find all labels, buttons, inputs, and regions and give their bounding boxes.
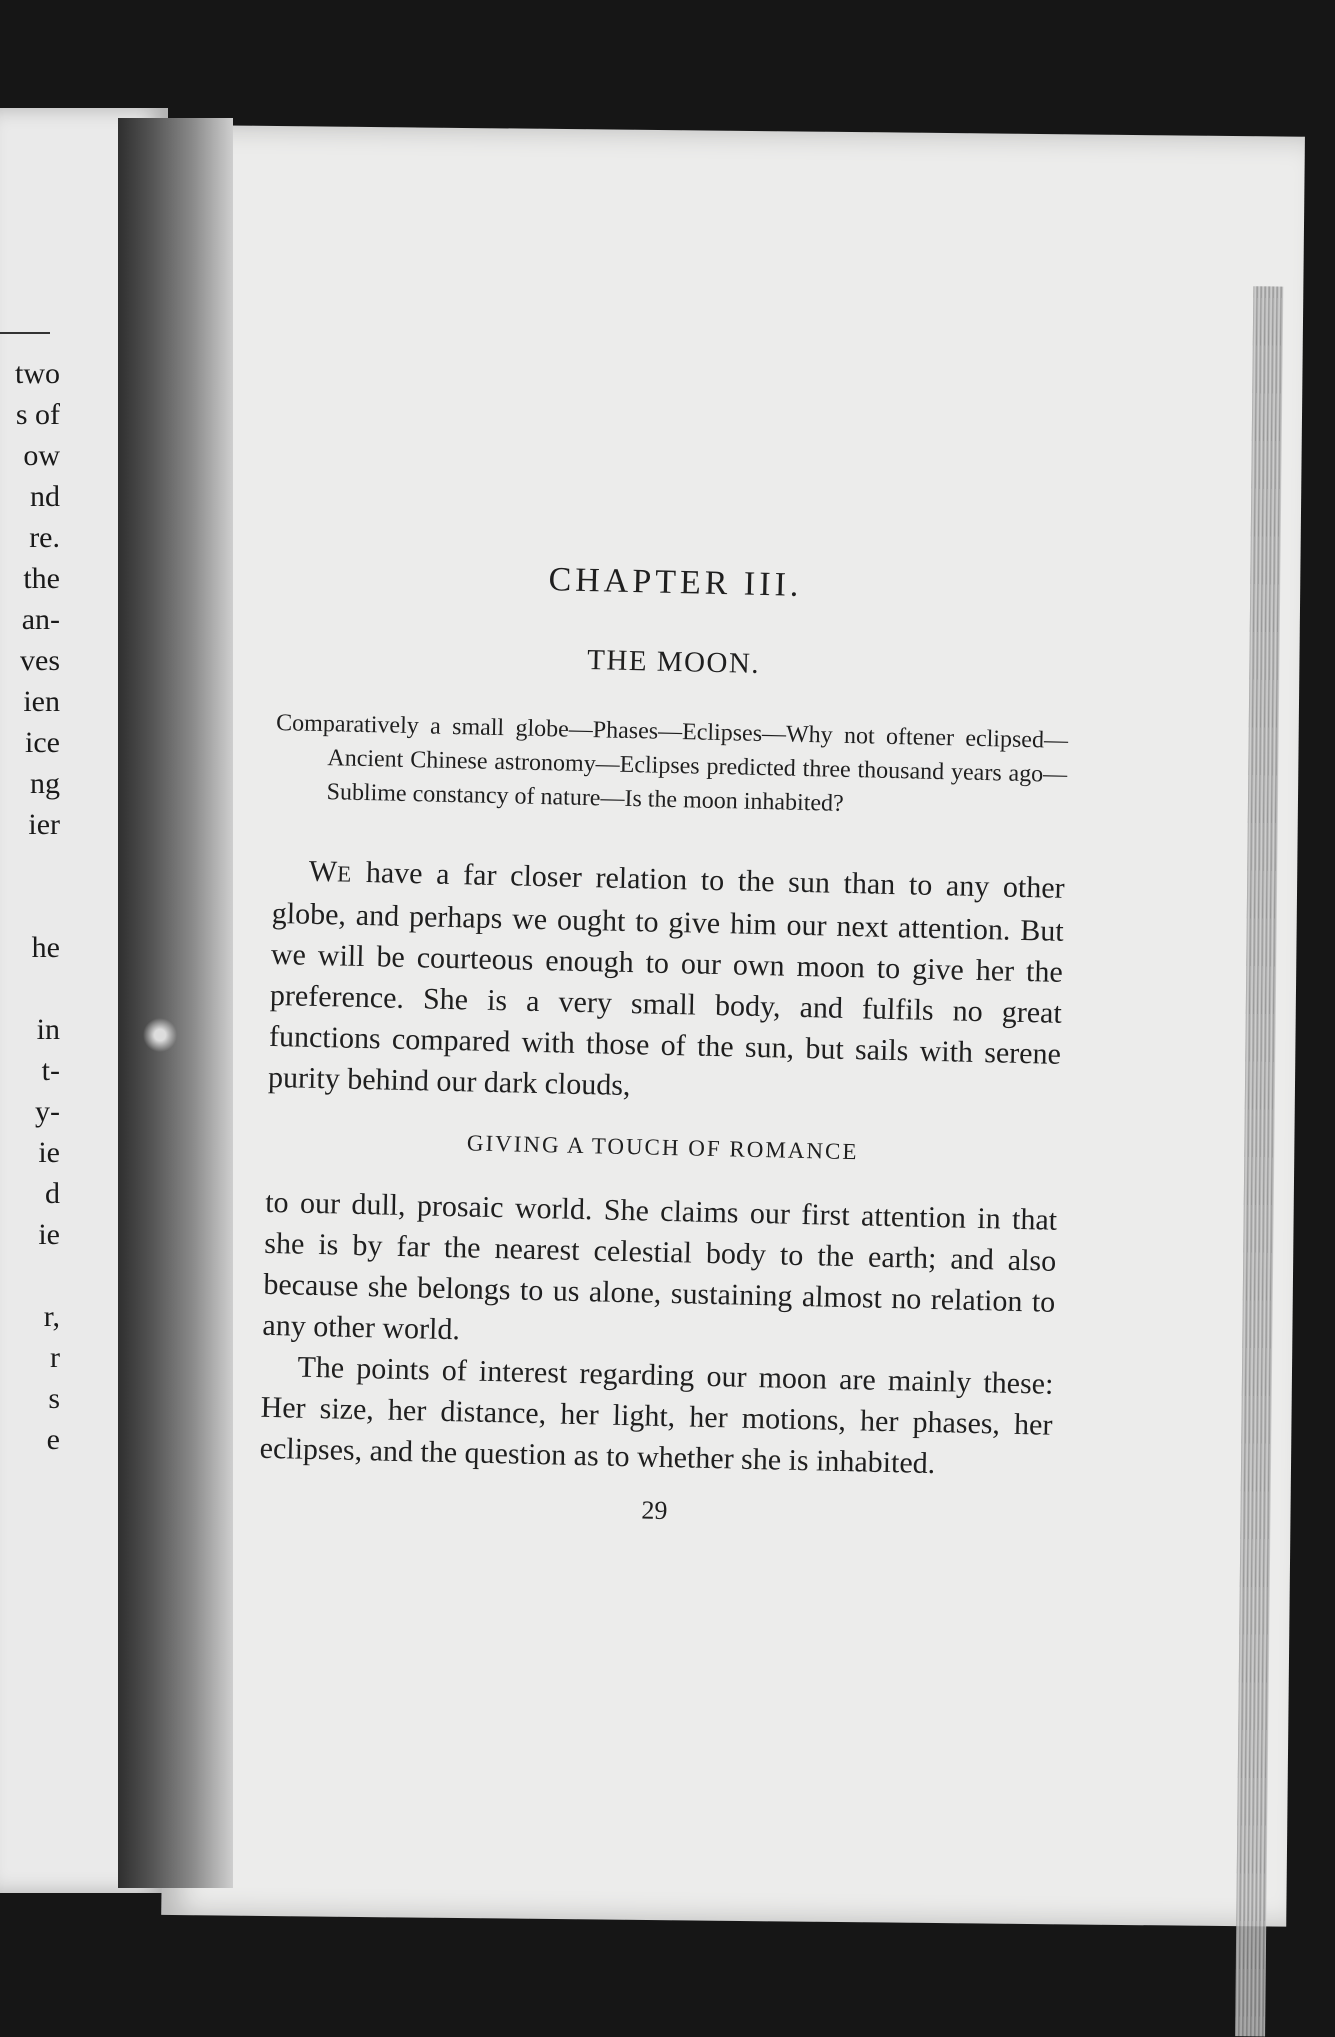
line-fragment: ng [30,767,60,800]
line-fragment [0,845,60,886]
line-fragment: y- [35,1095,60,1128]
line-fragment: e [46,1423,60,1456]
page-edges [1235,286,1283,2036]
line-fragment: d [45,1177,60,1210]
line-fragment: nd [30,480,60,513]
paragraph-2: to our dull, prosaic world. She claims our first attention in that she is by far the nearest celestial body to the earth; and also because she belongs to us alone, sustaining almost no relation to any other world. [262,1185,1058,1347]
section-heading: GIVING A TOUCH OF ROMANCE [466,1130,859,1165]
line-fragment [0,968,60,1009]
line-fragment: ice [25,726,60,759]
line-fragment [0,1255,60,1296]
line-fragment: two [15,357,60,390]
line-fragment: ie [38,1136,60,1169]
chapter-subtitle: THE MOON. [586,644,761,680]
line-fragment: the [23,562,60,595]
page-number: 29 [641,1495,668,1526]
paragraph-1 [268,850,1065,1116]
line-fragment: an- [21,603,60,636]
line-fragment: s [48,1382,60,1415]
chapter-synopsis: Comparatively a small globe—Phases—Eclipses—Why not oftener eclipsed—Ancient Chinese astronomy—Eclipses predicted three thousand years ago—Sublime constancy of nature—Is the moon inhabited? [275,709,1069,817]
paper-speck [140,1015,180,1055]
line-fragment: ier [28,808,60,841]
line-fragment: re. [29,521,60,554]
chapter-title: CHAPTER III. [548,561,803,604]
previous-page-text [0,353,60,1460]
line-fragment: in [36,1013,60,1046]
line-fragment: ow [23,439,60,472]
line-fragment: ie [38,1218,60,1251]
drop-cap: W [308,854,338,889]
line-fragment: r [50,1341,60,1374]
line-fragment: t- [41,1054,60,1087]
small-cap: E [336,861,353,887]
line-fragment: ien [23,685,60,718]
page-content [258,555,1072,1535]
header-rule [0,332,50,334]
book-gutter [118,118,233,1888]
line-fragment: ves [20,644,60,677]
line-fragment: he [31,931,60,964]
line-fragment: s of [15,398,60,431]
paragraph-1-text: have a far closer relation to the sun than to any other globe, and perhaps we ought to give him our next attention. But we will be courteous enough to our own moon to give her the preference. She is a very small body, and fulfils no great functions compared with those of the sun, but sails with serene purity behind our dark clouds, [267,855,1066,1103]
line-fragment [0,886,60,927]
paragraph-3: The points of interest regarding our moon are mainly these: Her size, her distance, her light, her motions, her phases, her eclipses, and the question as to whether she is inhabited. [259,1350,1054,1481]
line-fragment: r, [43,1300,60,1333]
